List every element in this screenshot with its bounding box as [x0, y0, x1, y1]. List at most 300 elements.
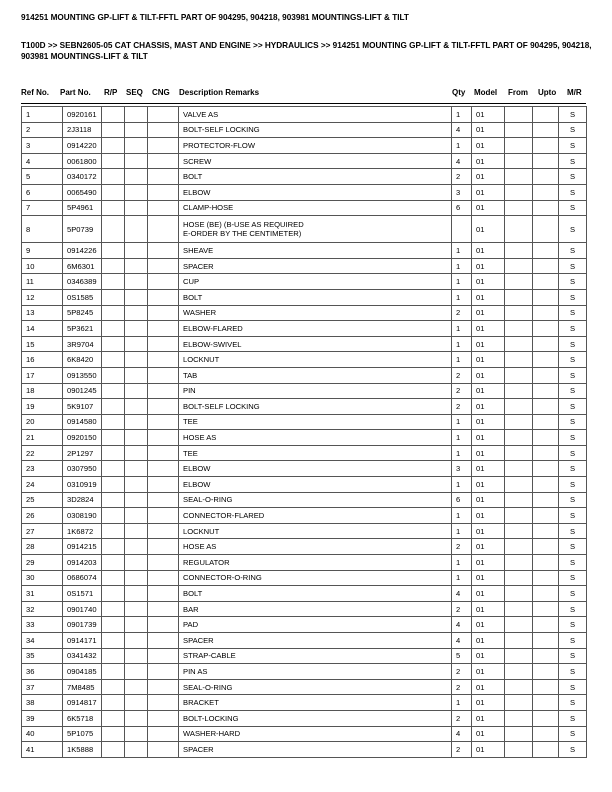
model-cell: 01 — [472, 216, 505, 243]
model-cell: 01 — [472, 289, 505, 305]
header-part-no: Part No. — [60, 88, 91, 97]
table-row — [22, 633, 587, 649]
rp-cell — [102, 305, 125, 321]
model-cell: 01 — [472, 122, 505, 138]
table-row — [22, 539, 587, 555]
upto-cell — [533, 200, 559, 216]
mr-cell: S — [559, 305, 587, 321]
mr-cell: S — [559, 258, 587, 274]
description-cell: TAB — [179, 367, 452, 383]
qty-cell: 1 — [452, 445, 472, 461]
header-description: Description Remarks — [179, 88, 260, 97]
table-row — [22, 710, 587, 726]
mr-cell: S — [559, 461, 587, 477]
upto-cell — [533, 138, 559, 154]
mr-cell: S — [559, 523, 587, 539]
seq-cell — [125, 184, 148, 200]
seq-cell — [125, 461, 148, 477]
cng-cell — [148, 695, 179, 711]
from-cell — [505, 169, 533, 185]
part-no-cell: 0901739 — [63, 617, 102, 633]
qty-cell: 3 — [452, 461, 472, 477]
ref-no-cell: 30 — [22, 570, 63, 586]
from-cell — [505, 383, 533, 399]
rp-cell — [102, 664, 125, 680]
upto-cell — [533, 664, 559, 680]
cng-cell — [148, 274, 179, 290]
qty-cell: 2 — [452, 664, 472, 680]
qty-cell: 1 — [452, 695, 472, 711]
description-cell: TEE — [179, 414, 452, 430]
description-cell: HOSE AS — [179, 430, 452, 446]
upto-cell — [533, 367, 559, 383]
mr-cell: S — [559, 399, 587, 415]
qty-cell: 4 — [452, 586, 472, 602]
upto-cell — [533, 107, 559, 123]
seq-cell — [125, 352, 148, 368]
model-cell: 01 — [472, 679, 505, 695]
from-cell — [505, 399, 533, 415]
mr-cell: S — [559, 122, 587, 138]
mr-cell: S — [559, 321, 587, 337]
table-row — [22, 679, 587, 695]
qty-cell: 4 — [452, 617, 472, 633]
rp-cell — [102, 477, 125, 493]
seq-cell — [125, 445, 148, 461]
part-no-cell: 0341432 — [63, 648, 102, 664]
cng-cell — [148, 710, 179, 726]
table-row — [22, 383, 587, 399]
from-cell — [505, 414, 533, 430]
qty-cell: 2 — [452, 710, 472, 726]
upto-cell — [533, 617, 559, 633]
description-cell: VALVE AS — [179, 107, 452, 123]
table-row — [22, 321, 587, 337]
cng-cell — [148, 664, 179, 680]
part-no-cell: 0065490 — [63, 184, 102, 200]
part-no-cell: 0920150 — [63, 430, 102, 446]
rp-cell — [102, 633, 125, 649]
cng-cell — [148, 107, 179, 123]
qty-cell: 2 — [452, 383, 472, 399]
ref-no-cell: 8 — [22, 216, 63, 243]
part-no-cell: 0914226 — [63, 243, 102, 259]
page-title: 914251 MOUNTING GP-LIFT & TILT-FFTL PART OF 904295, 904218, 903981 MOUNTINGS-LIFT & TILT — [21, 13, 409, 22]
description-cell: SCREW — [179, 153, 452, 169]
description-cell: PIN — [179, 383, 452, 399]
ref-no-cell: 1 — [22, 107, 63, 123]
model-cell: 01 — [472, 742, 505, 758]
upto-cell — [533, 445, 559, 461]
from-cell — [505, 289, 533, 305]
header-upto: Upto — [538, 88, 557, 97]
ref-no-cell: 10 — [22, 258, 63, 274]
ref-no-cell: 36 — [22, 664, 63, 680]
description-cell: ELBOW — [179, 461, 452, 477]
seq-cell — [125, 122, 148, 138]
from-cell — [505, 648, 533, 664]
seq-cell — [125, 399, 148, 415]
upto-cell — [533, 274, 559, 290]
ref-no-cell: 15 — [22, 336, 63, 352]
upto-cell — [533, 321, 559, 337]
from-cell — [505, 352, 533, 368]
table-row — [22, 216, 587, 243]
upto-cell — [533, 352, 559, 368]
part-no-cell: 0308190 — [63, 508, 102, 524]
cng-cell — [148, 523, 179, 539]
ref-no-cell: 12 — [22, 289, 63, 305]
qty-cell: 2 — [452, 169, 472, 185]
mr-cell: S — [559, 508, 587, 524]
header-seq: SEQ — [126, 88, 143, 97]
qty-cell: 6 — [452, 200, 472, 216]
upto-cell — [533, 586, 559, 602]
from-cell — [505, 305, 533, 321]
model-cell: 01 — [472, 617, 505, 633]
mr-cell: S — [559, 539, 587, 555]
description-cell: ELBOW-SWIVEL — [179, 336, 452, 352]
upto-cell — [533, 153, 559, 169]
model-cell: 01 — [472, 601, 505, 617]
ref-no-cell: 11 — [22, 274, 63, 290]
model-cell: 01 — [472, 336, 505, 352]
from-cell — [505, 153, 533, 169]
ref-no-cell: 26 — [22, 508, 63, 524]
seq-cell — [125, 648, 148, 664]
seq-cell — [125, 153, 148, 169]
description-cell: PAD — [179, 617, 452, 633]
model-cell: 01 — [472, 664, 505, 680]
part-no-cell: 5P0739 — [63, 216, 102, 243]
cng-cell — [148, 258, 179, 274]
part-no-cell: 0310919 — [63, 477, 102, 493]
description-cell: ELBOW-FLARED — [179, 321, 452, 337]
cng-cell — [148, 305, 179, 321]
from-cell — [505, 555, 533, 571]
cng-cell — [148, 742, 179, 758]
upto-cell — [533, 461, 559, 477]
model-cell: 01 — [472, 710, 505, 726]
table-row — [22, 461, 587, 477]
rp-cell — [102, 555, 125, 571]
upto-cell — [533, 430, 559, 446]
upto-cell — [533, 414, 559, 430]
mr-cell: S — [559, 742, 587, 758]
description-cell: WASHER-HARD — [179, 726, 452, 742]
part-no-cell: 0913550 — [63, 367, 102, 383]
seq-cell — [125, 523, 148, 539]
table-row — [22, 570, 587, 586]
table-row — [22, 274, 587, 290]
part-no-cell: 0914220 — [63, 138, 102, 154]
model-cell: 01 — [472, 570, 505, 586]
qty-cell: 1 — [452, 523, 472, 539]
ref-no-cell: 19 — [22, 399, 63, 415]
seq-cell — [125, 367, 148, 383]
table-row — [22, 648, 587, 664]
qty-cell: 2 — [452, 742, 472, 758]
rp-cell — [102, 216, 125, 243]
from-cell — [505, 710, 533, 726]
table-row — [22, 399, 587, 415]
model-cell: 01 — [472, 555, 505, 571]
rp-cell — [102, 367, 125, 383]
part-no-cell: 0914215 — [63, 539, 102, 555]
rp-cell — [102, 617, 125, 633]
upto-cell — [533, 539, 559, 555]
model-cell: 01 — [472, 258, 505, 274]
rp-cell — [102, 169, 125, 185]
description-cell: SHEAVE — [179, 243, 452, 259]
seq-cell — [125, 742, 148, 758]
upto-cell — [533, 648, 559, 664]
cng-cell — [148, 383, 179, 399]
seq-cell — [125, 414, 148, 430]
ref-no-cell: 5 — [22, 169, 63, 185]
qty-cell: 1 — [452, 570, 472, 586]
model-cell: 01 — [472, 305, 505, 321]
ref-no-cell: 6 — [22, 184, 63, 200]
rp-cell — [102, 648, 125, 664]
description-cell: BRACKET — [179, 695, 452, 711]
qty-cell: 1 — [452, 414, 472, 430]
from-cell — [505, 200, 533, 216]
ref-no-cell: 40 — [22, 726, 63, 742]
from-cell — [505, 492, 533, 508]
upto-cell — [533, 305, 559, 321]
seq-cell — [125, 477, 148, 493]
description-cell: SPACER — [179, 742, 452, 758]
mr-cell: S — [559, 633, 587, 649]
ref-no-cell: 23 — [22, 461, 63, 477]
mr-cell: S — [559, 107, 587, 123]
description-cell: BOLT — [179, 169, 452, 185]
table-row — [22, 555, 587, 571]
part-no-cell: 0914580 — [63, 414, 102, 430]
ref-no-cell: 38 — [22, 695, 63, 711]
ref-no-cell: 13 — [22, 305, 63, 321]
table-row — [22, 523, 587, 539]
description-cell: ELBOW — [179, 477, 452, 493]
ref-no-cell: 17 — [22, 367, 63, 383]
rp-cell — [102, 122, 125, 138]
qty-cell: 1 — [452, 138, 472, 154]
seq-cell — [125, 664, 148, 680]
mr-cell: S — [559, 570, 587, 586]
from-cell — [505, 633, 533, 649]
from-cell — [505, 184, 533, 200]
upto-cell — [533, 508, 559, 524]
header-ref-no: Ref No. — [21, 88, 49, 97]
qty-cell: 6 — [452, 492, 472, 508]
rp-cell — [102, 445, 125, 461]
cng-cell — [148, 477, 179, 493]
part-no-cell: 0904185 — [63, 664, 102, 680]
model-cell: 01 — [472, 153, 505, 169]
table-row — [22, 601, 587, 617]
part-no-cell: 0340172 — [63, 169, 102, 185]
model-cell: 01 — [472, 321, 505, 337]
cng-cell — [148, 586, 179, 602]
upto-cell — [533, 184, 559, 200]
table-row — [22, 138, 587, 154]
mr-cell: S — [559, 243, 587, 259]
model-cell: 01 — [472, 430, 505, 446]
upto-cell — [533, 336, 559, 352]
mr-cell: S — [559, 601, 587, 617]
cng-cell — [148, 169, 179, 185]
table-row — [22, 445, 587, 461]
description-cell: BOLT — [179, 586, 452, 602]
table-row — [22, 107, 587, 123]
upto-cell — [533, 383, 559, 399]
mr-cell: S — [559, 617, 587, 633]
cng-cell — [148, 430, 179, 446]
ref-no-cell: 18 — [22, 383, 63, 399]
table-row — [22, 742, 587, 758]
description-cell: SPACER — [179, 258, 452, 274]
cng-cell — [148, 555, 179, 571]
rp-cell — [102, 107, 125, 123]
cng-cell — [148, 138, 179, 154]
from-cell — [505, 523, 533, 539]
table-row — [22, 305, 587, 321]
cng-cell — [148, 336, 179, 352]
ref-no-cell: 41 — [22, 742, 63, 758]
ref-no-cell: 4 — [22, 153, 63, 169]
model-cell: 01 — [472, 633, 505, 649]
qty-cell: 2 — [452, 679, 472, 695]
part-no-cell: 1K6872 — [63, 523, 102, 539]
ref-no-cell: 2 — [22, 122, 63, 138]
model-cell: 01 — [472, 383, 505, 399]
from-cell — [505, 617, 533, 633]
description-cell: REGULATOR — [179, 555, 452, 571]
description-cell: SEAL-O-RING — [179, 492, 452, 508]
ref-no-cell: 33 — [22, 617, 63, 633]
upto-cell — [533, 742, 559, 758]
upto-cell — [533, 710, 559, 726]
header-from: From — [508, 88, 528, 97]
qty-cell: 1 — [452, 274, 472, 290]
qty-cell: 1 — [452, 107, 472, 123]
qty-cell: 1 — [452, 258, 472, 274]
rp-cell — [102, 399, 125, 415]
seq-cell — [125, 107, 148, 123]
mr-cell: S — [559, 367, 587, 383]
cng-cell — [148, 321, 179, 337]
mr-cell: S — [559, 200, 587, 216]
description-cell: BOLT-SELF LOCKING — [179, 122, 452, 138]
ref-no-cell: 34 — [22, 633, 63, 649]
upto-cell — [533, 399, 559, 415]
model-cell: 01 — [472, 138, 505, 154]
upto-cell — [533, 679, 559, 695]
part-no-cell: 0686074 — [63, 570, 102, 586]
table-row — [22, 243, 587, 259]
qty-cell: 1 — [452, 477, 472, 493]
qty-cell: 1 — [452, 430, 472, 446]
table-row — [22, 508, 587, 524]
model-cell: 01 — [472, 184, 505, 200]
cng-cell — [148, 461, 179, 477]
rp-cell — [102, 508, 125, 524]
part-no-cell: 0914171 — [63, 633, 102, 649]
rp-cell — [102, 492, 125, 508]
upto-cell — [533, 216, 559, 243]
model-cell: 01 — [472, 107, 505, 123]
mr-cell: S — [559, 445, 587, 461]
table-row — [22, 726, 587, 742]
upto-cell — [533, 695, 559, 711]
part-no-cell: 0S1585 — [63, 289, 102, 305]
model-cell: 01 — [472, 169, 505, 185]
part-no-cell: 2P1297 — [63, 445, 102, 461]
qty-cell: 5 — [452, 648, 472, 664]
model-cell: 01 — [472, 367, 505, 383]
mr-cell: S — [559, 726, 587, 742]
rp-cell — [102, 461, 125, 477]
table-row — [22, 367, 587, 383]
from-cell — [505, 216, 533, 243]
rp-cell — [102, 601, 125, 617]
cng-cell — [148, 570, 179, 586]
table-row — [22, 430, 587, 446]
table-row — [22, 414, 587, 430]
rp-cell — [102, 274, 125, 290]
table-row — [22, 169, 587, 185]
rp-cell — [102, 289, 125, 305]
part-no-cell: 2J3118 — [63, 122, 102, 138]
table-row — [22, 122, 587, 138]
table-row — [22, 664, 587, 680]
upto-cell — [533, 555, 559, 571]
rp-cell — [102, 138, 125, 154]
part-no-cell: 0914817 — [63, 695, 102, 711]
rp-cell — [102, 539, 125, 555]
mr-cell: S — [559, 664, 587, 680]
rp-cell — [102, 184, 125, 200]
model-cell: 01 — [472, 726, 505, 742]
mr-cell: S — [559, 586, 587, 602]
ref-no-cell: 9 — [22, 243, 63, 259]
qty-cell: 1 — [452, 352, 472, 368]
qty-cell: 4 — [452, 153, 472, 169]
rp-cell — [102, 570, 125, 586]
model-cell: 01 — [472, 492, 505, 508]
mr-cell: S — [559, 274, 587, 290]
mr-cell: S — [559, 695, 587, 711]
cng-cell — [148, 414, 179, 430]
table-row — [22, 200, 587, 216]
ref-no-cell: 27 — [22, 523, 63, 539]
qty-cell: 2 — [452, 399, 472, 415]
description-cell: SEAL-O-RING — [179, 679, 452, 695]
model-cell: 01 — [472, 523, 505, 539]
table-row — [22, 695, 587, 711]
qty-cell: 2 — [452, 601, 472, 617]
part-no-cell: 0914203 — [63, 555, 102, 571]
model-cell: 01 — [472, 477, 505, 493]
model-cell: 01 — [472, 414, 505, 430]
mr-cell: S — [559, 336, 587, 352]
rp-cell — [102, 679, 125, 695]
seq-cell — [125, 695, 148, 711]
description-cell: ELBOW — [179, 184, 452, 200]
seq-cell — [125, 508, 148, 524]
seq-cell — [125, 274, 148, 290]
